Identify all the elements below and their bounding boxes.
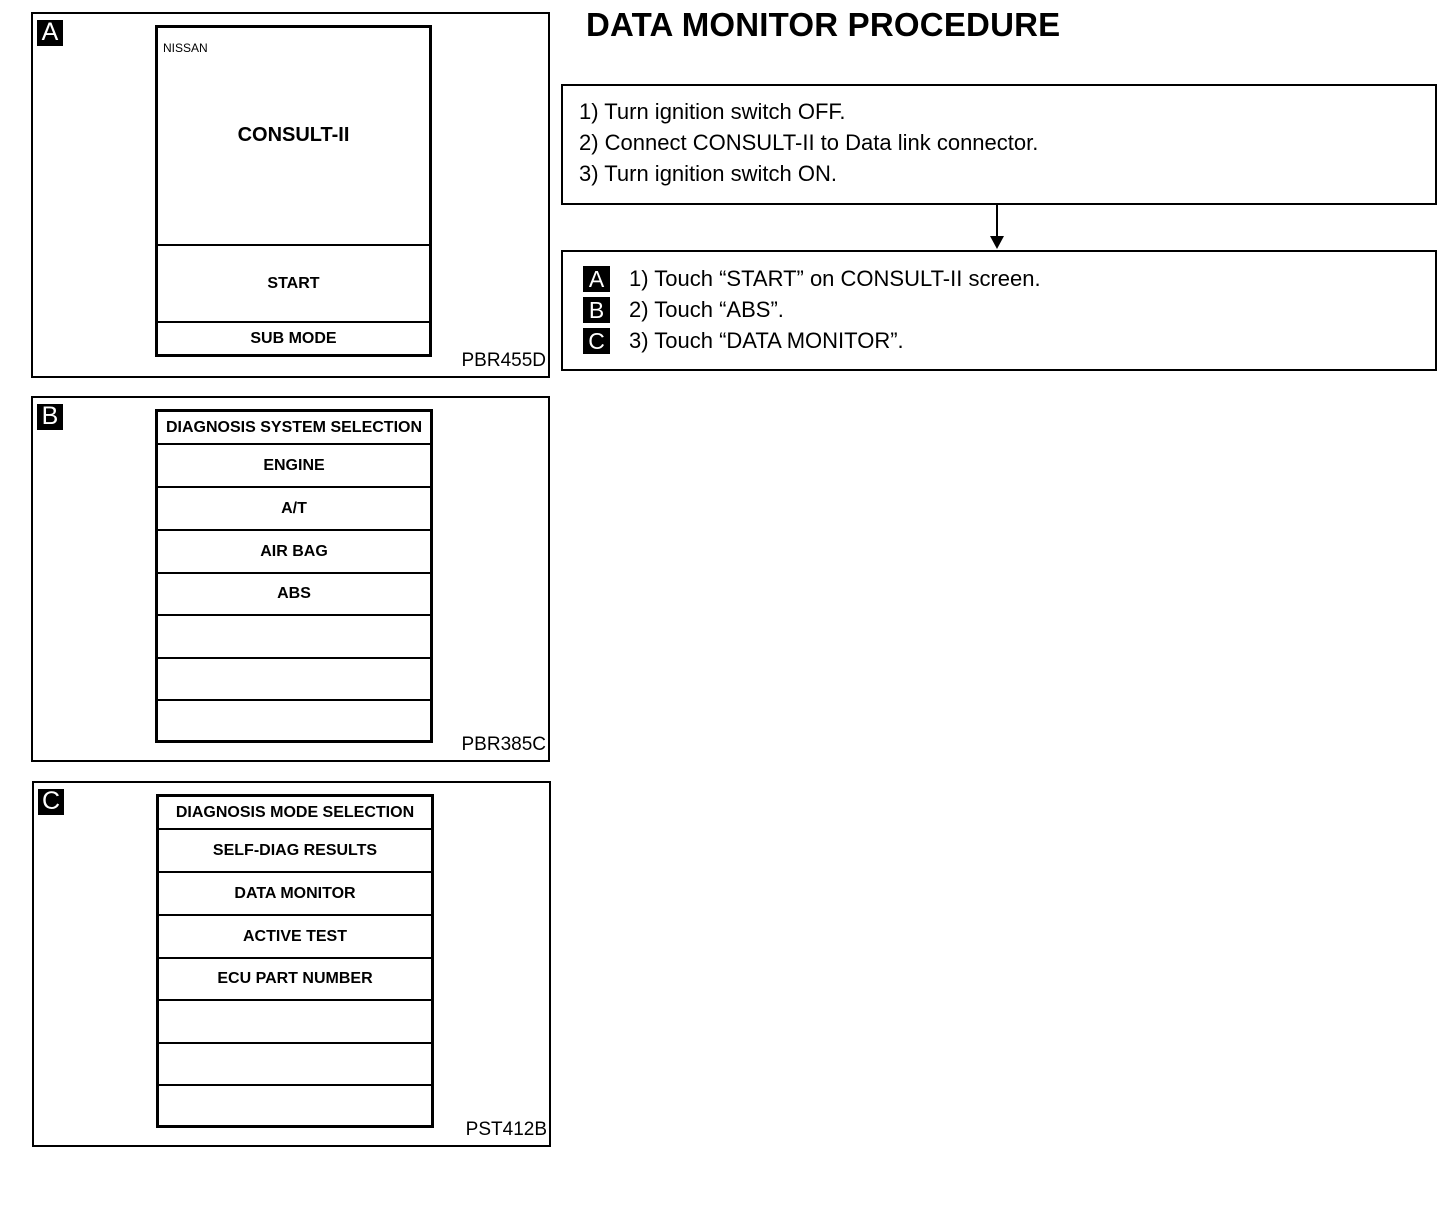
- brand-label: NISSAN: [163, 41, 208, 55]
- mode-item-empty[interactable]: [159, 1042, 431, 1084]
- panel-letter-a: A: [37, 20, 63, 46]
- procedure-step-text: 3) Touch “DATA MONITOR”.: [629, 328, 904, 353]
- figure-panel-a: [31, 12, 550, 378]
- system-item-empty[interactable]: [158, 699, 430, 740]
- device-name: CONSULT-II: [237, 124, 350, 146]
- consult-screen: [155, 25, 432, 357]
- system-item-air-bag[interactable]: AIR BAG: [158, 529, 430, 572]
- screen-header: DIAGNOSIS MODE SELECTION: [175, 803, 415, 821]
- start-button[interactable]: START: [158, 244, 429, 321]
- procedure-step: 1) Turn ignition switch OFF.: [579, 99, 846, 124]
- procedure-step-text: 1) Touch “START” on CONSULT-II screen.: [629, 266, 1041, 291]
- figure-code-a: PBR455D: [461, 350, 546, 371]
- system-item-at[interactable]: A/T: [158, 486, 430, 529]
- page-title: DATA MONITOR PROCEDURE: [586, 6, 1061, 43]
- procedure-step-b: [583, 294, 784, 325]
- system-item-engine[interactable]: ENGINE: [158, 443, 430, 486]
- procedure-box-setup: [561, 84, 1437, 205]
- figure-code-b: PBR385C: [461, 734, 546, 755]
- procedure-box-consult: [561, 250, 1437, 371]
- procedure-step: 3) Turn ignition switch ON.: [579, 161, 837, 186]
- step-badge-b: B: [583, 297, 610, 323]
- system-item-empty[interactable]: [158, 657, 430, 699]
- procedure-step-text: 2) Touch “ABS”.: [629, 297, 784, 322]
- panel-letter-b: B: [37, 404, 63, 430]
- mode-item-active-test[interactable]: ACTIVE TEST: [159, 914, 431, 957]
- screen-header: DIAGNOSIS SYSTEM SELECTION: [165, 418, 423, 436]
- step-badge-c: C: [583, 328, 610, 354]
- system-item-empty[interactable]: [158, 614, 430, 657]
- mode-selection-screen: [156, 794, 434, 1128]
- sub-mode-button[interactable]: SUB MODE: [158, 321, 429, 354]
- mode-item-data-monitor[interactable]: DATA MONITOR: [159, 871, 431, 914]
- mode-item-ecu-part-number[interactable]: ECU PART NUMBER: [159, 957, 431, 999]
- figure-panel-b: [31, 396, 550, 762]
- figure-code-c: PST412B: [465, 1119, 547, 1140]
- arrow-down-icon: [989, 236, 1005, 250]
- step-badge-a: A: [583, 266, 610, 292]
- system-item-abs[interactable]: ABS: [158, 572, 430, 614]
- mode-item-empty[interactable]: [159, 1084, 431, 1125]
- procedure-step-c: [583, 325, 904, 356]
- flow-arrow-line: [996, 205, 998, 240]
- procedure-step-a: [583, 263, 1041, 294]
- panel-letter-c: C: [38, 789, 64, 815]
- figure-panel-c: [32, 781, 551, 1147]
- mode-item-self-diag-results[interactable]: SELF-DIAG RESULTS: [159, 828, 431, 871]
- system-selection-screen: [155, 409, 433, 743]
- mode-item-empty[interactable]: [159, 999, 431, 1042]
- procedure-step: 2) Connect CONSULT-II to Data link connector.: [579, 130, 1039, 155]
